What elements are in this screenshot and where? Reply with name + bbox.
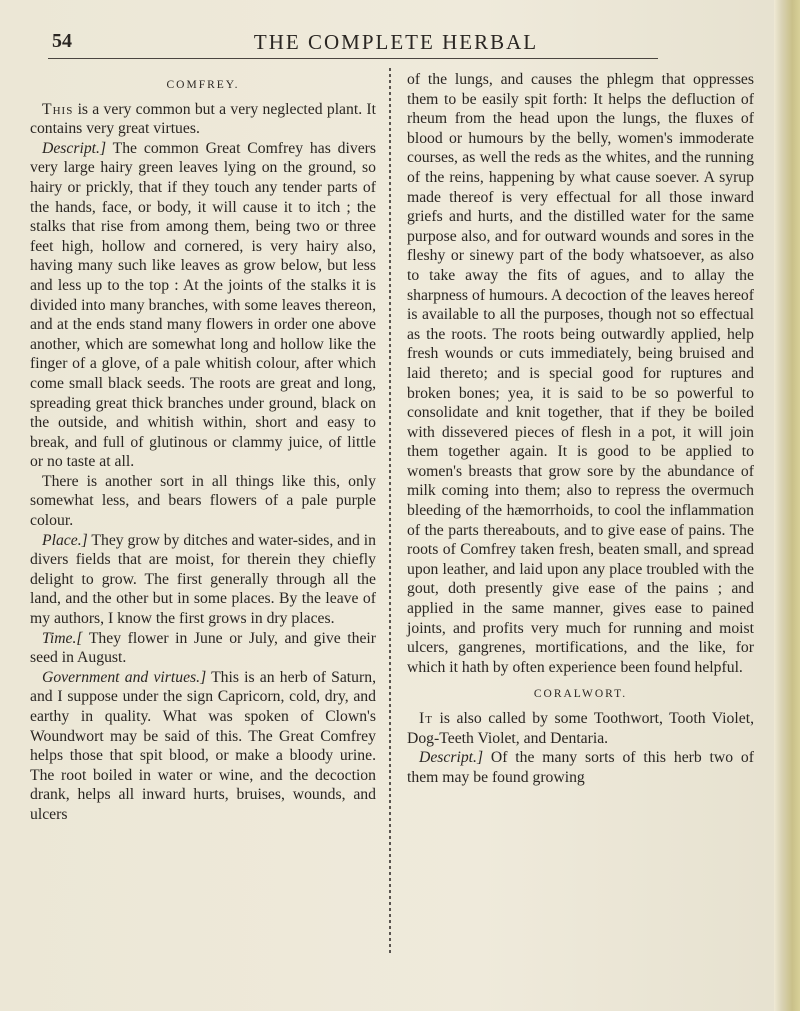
place-label: Place.] <box>42 531 88 549</box>
right-column <box>407 70 754 787</box>
coralwort-description-paragraph <box>407 748 754 787</box>
place-text: They grow by ditches and water-sides, and in divers fields that are moist, for therein they chiefly delight to grow. The first generally through all the land, and the other but in some places. By the leave of my authors, I know the first grows in dry places. <box>30 531 376 628</box>
other-sort-paragraph: There is another sort in all things like this, only somewhat less, and bears flowers of a pale purple colour. <box>30 472 376 530</box>
section-heading-coralwort: CORALWORT. <box>533 688 628 701</box>
running-title: THE COMPLETE HERBAL <box>253 30 539 54</box>
coralwort-intro-paragraph <box>407 709 754 748</box>
coral-descript-text: Of the many sorts of this herb two of them may be found growing <box>407 749 754 786</box>
time-text: They flower in June or July, and give their seed in August. <box>30 629 376 667</box>
descript-label: Descript.] <box>42 139 107 157</box>
government-label: Government and virtues.] <box>42 668 207 686</box>
header-rule <box>48 58 658 59</box>
intro-text: is a very common but a very neglected plant. It contains very great virtues. <box>30 100 376 138</box>
descript-text: The common Great Comfrey has divers very large hairy green leaves lying on the ground, so hairy or prickly, that if they touch any tender parts of the hands, face, or body, it will cause it to itch ; the stalks that rise from among them, being two or three feet high, hollow and cornered, is very hairy also, having many such like leaves as grow below, but less and less up to the top : At the joints of the stalks it is divided into many branches, with some leaves thereon, and at the ends stand many flowers in order one above another, which are somewhat long and hollow like the finger of a glove, of a pale whitish colour, after which come small black seeds. The roots are great and long, spreading great thick branches under ground, black on the outside, and whitish within, short and easy to break, and full of glutinous or clammy juice, of little or no taste at all. <box>30 139 376 471</box>
government-text: This is an herb of Saturn, and I suppose under the sign Capricorn, cold, dry, and earthy in quality. What was spoken of Clown's Woundwort may be said of this. The Great Comfrey helps those that spit blood, or make a bloody urine. The root boiled in water or wine, and the decoction drank, helps all inward hurts, bruises, wounds, and ulcers <box>30 668 376 823</box>
time-paragraph <box>30 629 376 668</box>
continuation-paragraph: of the lungs, and causes the phlegm that oppresses them to be easily spit forth: It helps the defluction of rheum from the head upon the lungs, the fluxes of blood or humours by the belly, women's immoderate courses, as well the reds as the whites, and the running of the reins, happening by what cause soever. A syrup made thereof is very effectual for all those inward griefs and hurts, and the distilled water for the same purpose also, and for outward wounds and sores in the fleshy or sinewy part of the body whatsoever, as also to take away the fits of agues, and to allay the sharpness of humours. A decoction of the leaves hereof is available to all the purposes, though not so effectual as the roots. The roots being outwardly applied, help fresh wounds or cuts immediately, being bruised and laid thereto; and is special good for ruptures and broken bones; yea, it is said to be so powerful to consolidate and knit together, that if they be boiled with dissevered pieces of flesh in a pot, it will join them together again. It is good to be applied to women's breasts that grow sore by the abundance of milk coming into them; also to repress the overmuch bleeding of the hæmorrhoids, to cool the inflammation of the parts thereabouts, and to give ease of pains. The roots of Comfrey taken fresh, beaten small, and spread upon leather, and laid upon any place troubled with the gout, doth presently give ease of the pains ; and applied in the same manner, gives ease to pained joints, and profits very much for running and moist ulcers, gangrenes, mortifications, and the like, for which it hath by often experience been found helpful. <box>407 71 754 676</box>
place-paragraph <box>30 531 376 629</box>
intro-lead: This <box>42 100 74 118</box>
government-paragraph <box>30 668 376 825</box>
coral-descript-label: Descript.] <box>419 749 484 767</box>
time-label: Time.[ <box>42 629 83 647</box>
coral-lead: It <box>419 710 433 727</box>
coral-text: is also called by some Toothwort, Tooth Violet, Dog-Teeth Violet, and Dentaria. <box>407 710 754 747</box>
page-number: 54 <box>52 30 72 52</box>
column-divider <box>389 68 391 956</box>
page-header <box>46 30 746 60</box>
description-paragraph <box>30 139 376 472</box>
left-column <box>30 70 376 825</box>
section-heading-comfrey: COMFREY. <box>166 79 240 91</box>
page-edge <box>774 0 800 1011</box>
intro-paragraph <box>30 100 376 139</box>
